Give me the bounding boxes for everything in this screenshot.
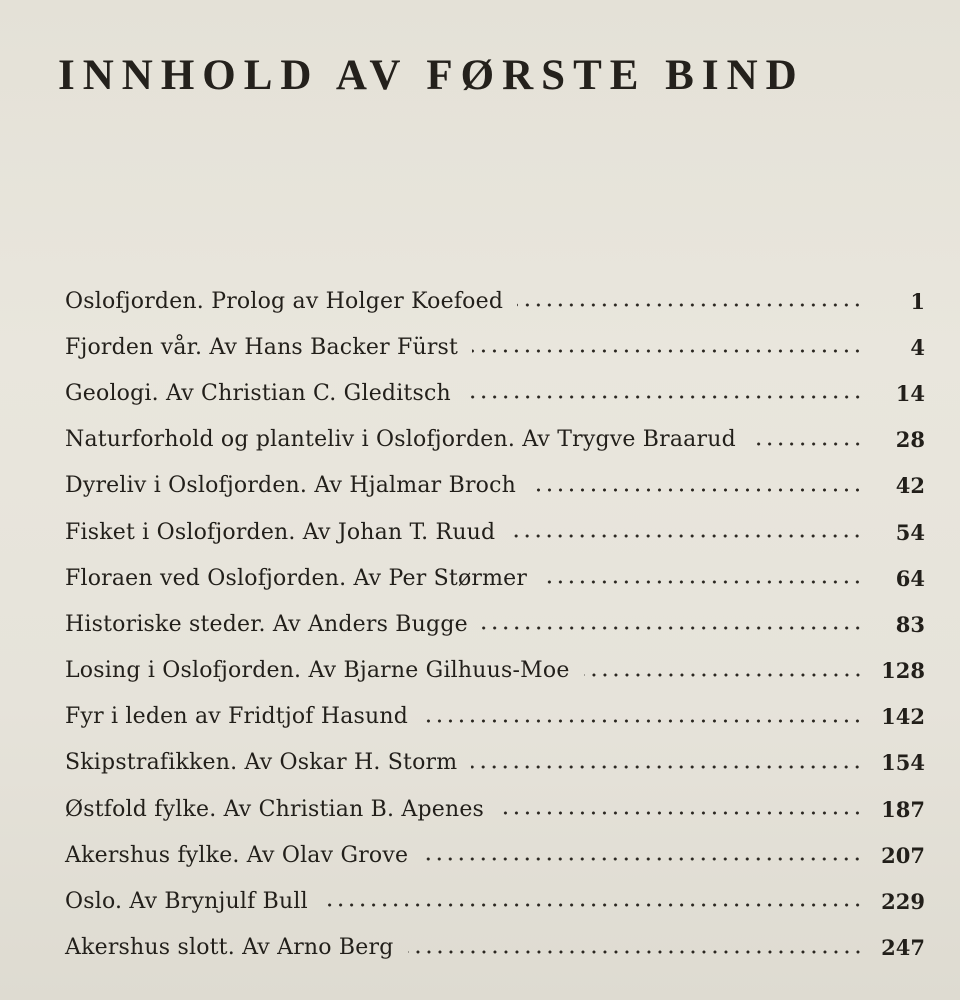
dot-leader xyxy=(584,673,863,677)
toc-entry xyxy=(65,278,925,324)
toc-entry-title: Fisket i Oslofjorden. Av Johan T. Ruud xyxy=(65,519,496,545)
toc-entry-page: 14 xyxy=(895,380,925,406)
toc-entry xyxy=(65,740,925,786)
toc-entry xyxy=(65,925,925,971)
toc-entry-title: Naturforhold og planteliv i Oslofjorden. Av Trygve Braarud xyxy=(65,427,736,453)
toc-entry-page: 42 xyxy=(895,473,925,499)
toc-entry-title: Østfold fylke. Av Christian B. Apenes xyxy=(65,796,485,822)
toc-entry-title: Floraen ved Oslofjorden. Av Per Størmer xyxy=(65,565,528,591)
dot-leader xyxy=(465,395,863,399)
dot-leader xyxy=(530,488,863,492)
toc-entry-title: Fjorden vår. Av Hans Backer Fürst xyxy=(65,334,459,360)
toc-entry-page: 207 xyxy=(881,842,925,868)
toc-entry-page: 247 xyxy=(881,935,925,961)
toc-entry-title: Losing i Oslofjorden. Av Bjarne Gilhuus-Moe xyxy=(65,658,570,684)
toc-entry xyxy=(65,370,925,416)
toc-entry-page: 128 xyxy=(881,658,925,684)
dot-leader xyxy=(517,303,863,307)
toc-entry xyxy=(65,832,925,878)
toc-entry-title: Akershus fylke. Av Olav Grove xyxy=(65,842,409,868)
toc-entry-page: 28 xyxy=(895,427,925,453)
toc-entry-title: Fyr i leden av Fridtjof Hasund xyxy=(65,704,409,730)
dot-leader xyxy=(422,719,863,723)
dot-leader xyxy=(472,349,863,353)
page-title: INNHOLD AV FØRSTE BIND xyxy=(58,52,805,99)
dot-leader xyxy=(750,442,863,446)
toc-entry xyxy=(65,601,925,647)
toc-entry-page: 54 xyxy=(895,519,925,545)
dot-leader xyxy=(498,811,863,815)
toc-entry xyxy=(65,463,925,509)
toc-entry-page: 1 xyxy=(910,288,925,314)
toc-entry-page: 4 xyxy=(910,334,925,360)
toc-entry-page: 142 xyxy=(881,704,925,730)
toc-entry xyxy=(65,555,925,601)
toc-entry xyxy=(65,694,925,740)
dot-leader xyxy=(322,903,863,907)
dot-leader xyxy=(471,765,863,769)
toc-entry-page: 229 xyxy=(881,889,925,915)
toc-entry xyxy=(65,648,925,694)
toc-entry-title: Historiske steder. Av Anders Bugge xyxy=(65,611,468,637)
table-of-contents xyxy=(65,278,925,971)
toc-entry-page: 83 xyxy=(895,611,925,637)
toc-entry-title: Geologi. Av Christian C. Gleditsch xyxy=(65,380,451,406)
toc-entry xyxy=(65,509,925,555)
dot-leader xyxy=(422,857,863,861)
toc-entry-title: Skipstrafikken. Av Oskar H. Storm xyxy=(65,750,458,776)
dot-leader xyxy=(509,534,863,538)
toc-entry xyxy=(65,417,925,463)
toc-entry xyxy=(65,878,925,924)
toc-entry-title: Akershus slott. Av Arno Berg xyxy=(65,935,394,961)
toc-entry xyxy=(65,786,925,832)
dot-leader xyxy=(482,626,863,630)
toc-entry-page: 64 xyxy=(895,565,925,591)
dot-leader xyxy=(541,580,863,584)
toc-entry-title: Oslofjorden. Prolog av Holger Koefoed xyxy=(65,288,504,314)
toc-entry-page: 154 xyxy=(881,750,925,776)
dot-leader xyxy=(408,950,863,954)
toc-entry-title: Dyreliv i Oslofjorden. Av Hjalmar Broch xyxy=(65,473,517,499)
toc-entry-title: Oslo. Av Brynjulf Bull xyxy=(65,889,308,915)
toc-entry-page: 187 xyxy=(881,796,925,822)
toc-entry xyxy=(65,324,925,370)
